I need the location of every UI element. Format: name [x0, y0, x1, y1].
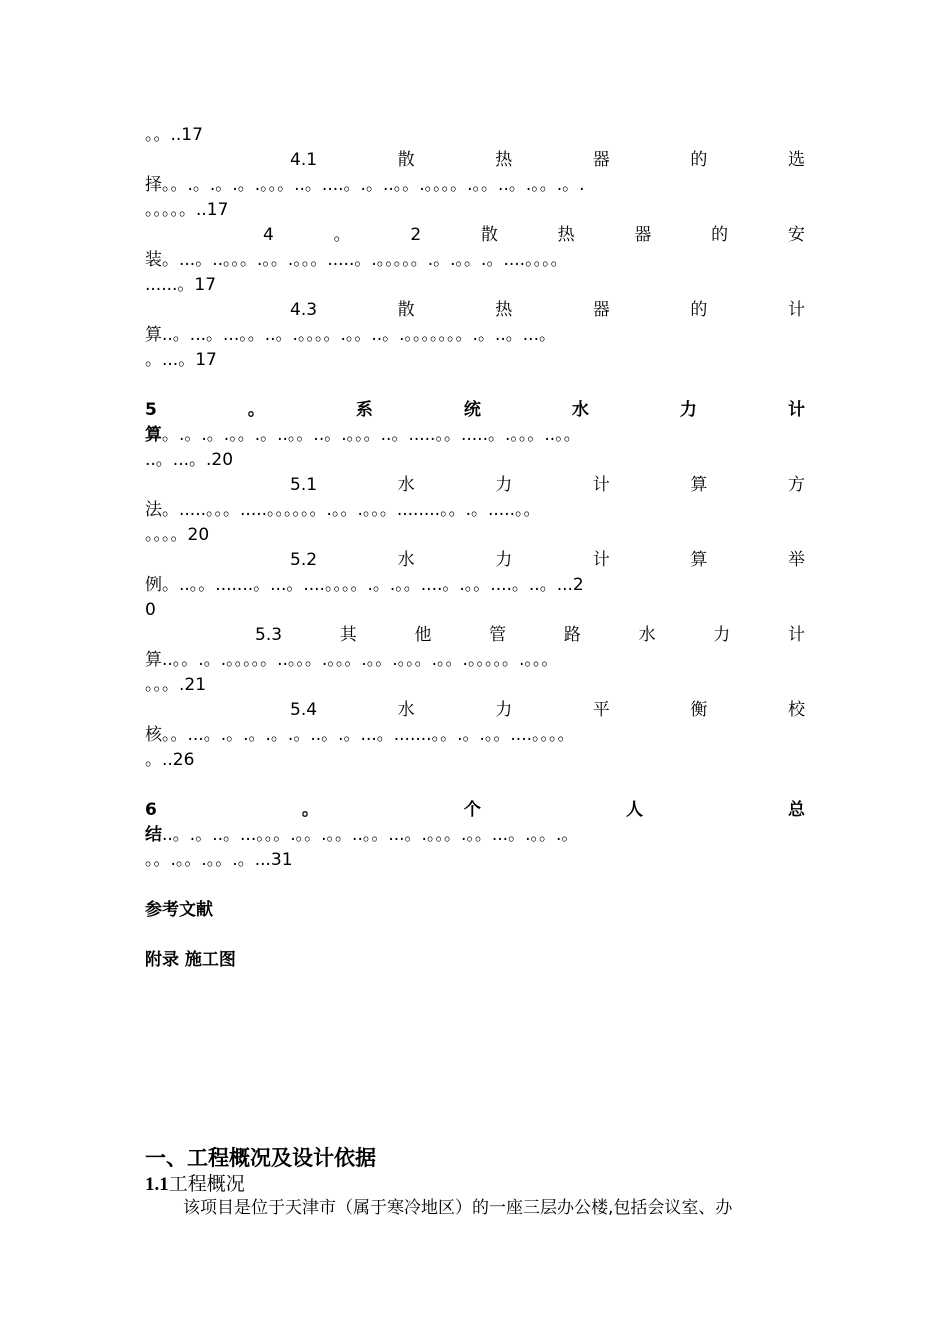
toc-token: 的 [690, 300, 708, 320]
toc-entry-leader: 算..。...。...。。..。.。。。。.。。..。.。。。。。。。.。..。...。 [145, 325, 556, 345]
toc-token: 计 [787, 300, 805, 320]
toc-token: 计 [592, 475, 610, 495]
toc-token: 结 [145, 825, 162, 845]
toc-token: 计 [787, 400, 805, 420]
toc-entry-leader: 。。。。20 [145, 525, 210, 545]
toc-token: 6 [145, 800, 157, 820]
toc-token: 其 [339, 625, 357, 645]
toc-token: 。 [301, 800, 319, 820]
toc-token: 平 [592, 700, 610, 720]
toc-token: 4 [263, 225, 274, 245]
toc-token: 统 [463, 400, 481, 420]
toc-entry-title [145, 398, 805, 423]
section-heading: 一、工程概况及设计依据 [145, 1146, 376, 1170]
toc-entry-leader: 法。.....。。。.....。。。。。。.。。.。。。........。。.。.....。。 [145, 500, 541, 520]
toc-entry-leader: ......。17 [145, 275, 217, 295]
toc-token: 4.1 [290, 150, 318, 170]
toc-entry-title [145, 223, 805, 248]
toc-token: 计 [787, 625, 805, 645]
toc-token: 4.3 [290, 300, 318, 320]
toc-entry-title [145, 148, 805, 173]
toc-token: 器 [592, 150, 610, 170]
toc-leader-dots: ..。.。..。...。。。.。。.。。..。。...。.。。。.。。...。.。。.。 [162, 825, 579, 845]
toc-token: 人 [625, 800, 643, 820]
toc-token: 选 [787, 150, 805, 170]
toc-token: 的 [711, 225, 729, 245]
toc-entry-leader: ..。...。.20 [145, 450, 234, 470]
toc-token: 计 [592, 550, 610, 570]
toc-token: 力 [495, 700, 513, 720]
toc-token: 算 [690, 550, 708, 570]
toc-token: 散 [480, 225, 498, 245]
toc-token: 散 [397, 300, 415, 320]
toc-token: 。 [333, 225, 351, 245]
toc-token: 。 [247, 400, 265, 420]
subsection-title: 工程概况 [168, 1173, 245, 1195]
toc-token: 路 [563, 625, 581, 645]
toc-token: 力 [495, 550, 513, 570]
toc-entry-title [145, 548, 805, 573]
toc-token: 衡 [690, 700, 708, 720]
toc-entry-title [145, 798, 805, 823]
toc-token: 力 [495, 475, 513, 495]
toc-entry-leader [145, 423, 805, 448]
toc-token: 的 [690, 150, 708, 170]
toc-token: 水 [571, 400, 589, 420]
toc-entry-leader: 例。..。。.......。...。....。。。。.。.。。....。.。。....。..。...2 [145, 575, 584, 595]
toc-token: 个 [463, 800, 481, 820]
toc-token: 散 [397, 150, 415, 170]
toc-token: 5.4 [290, 700, 318, 720]
toc-token: 算 [145, 425, 162, 445]
toc-entry-leader: 。。.。。.。。.。...31 [145, 850, 293, 870]
toc-entry-leader: 算..。。.。.。。。。。..。。。.。。。.。。.。。。.。。.。。。。。.。。。 [145, 650, 559, 670]
toc-token: 器 [634, 225, 652, 245]
toc-entry-leader: 。..26 [145, 750, 195, 770]
toc-token: 水 [397, 700, 415, 720]
toc-token: 力 [679, 400, 697, 420]
toc-entry-leader: 。...。17 [145, 350, 217, 370]
toc-token: 总 [787, 800, 805, 820]
toc-entry-leader: 装。...。..。。。.。。.。。。.....。.。。。。。.。.。。.。....。。。。 [145, 250, 568, 270]
toc-token: 5 [145, 400, 157, 420]
toc-token: 系 [355, 400, 373, 420]
toc-token: 举 [787, 550, 805, 570]
toc-token: 安 [787, 225, 805, 245]
toc-token: 力 [713, 625, 731, 645]
toc-entry-leader: 。。..17 [145, 125, 203, 145]
toc-token: 5.2 [290, 550, 318, 570]
toc-entry-leader: 核。。...。.。.。.。.。..。.。...。.......。。.。.。。....。。。。 [145, 725, 575, 745]
toc-entry-title [145, 623, 805, 648]
toc-entry-appendix: 附录 施工图 [145, 950, 236, 970]
toc-token: 热 [495, 150, 513, 170]
toc-entry-leader: 。。。。。..17 [145, 200, 229, 220]
toc-entry-leader: 择。。.。.。.。.。。。..。....。.。..。。.。。。。.。。..。.。。.。. [145, 175, 585, 195]
toc-token: 水 [397, 475, 415, 495]
toc-token: 5.3 [255, 625, 283, 645]
toc-token: 算 [690, 475, 708, 495]
toc-token: 2 [410, 225, 422, 245]
toc-entry-title [145, 298, 805, 323]
toc-entry-references: 参考文献 [145, 900, 213, 920]
toc-token: 5.1 [290, 475, 318, 495]
toc-token: 热 [557, 225, 575, 245]
toc-token: 校 [787, 700, 805, 720]
toc-token: 热 [495, 300, 513, 320]
toc-entry-leader: 0 [145, 600, 156, 620]
toc-token: 器 [592, 300, 610, 320]
toc-entry-title [145, 698, 805, 723]
toc-token: 方 [787, 475, 805, 495]
toc-token: 水 [397, 550, 415, 570]
toc-entry-leader: 。。。.21 [145, 675, 207, 695]
subsection-heading [145, 1171, 245, 1198]
subsection-number: 1.1 [145, 1174, 169, 1195]
body-paragraph: 该项目是位于天津市（属于寒冷地区）的一座三层办公楼,包括会议室、办 [183, 1198, 733, 1218]
toc-entry-title [145, 473, 805, 498]
toc-leader-dots: 。.。.。.。。.。..。。..。.。。。..。.....。。.....。.。。。..。。 [162, 425, 581, 445]
toc-token: 管 [489, 625, 507, 645]
toc-token: 他 [414, 625, 432, 645]
toc-token: 水 [638, 625, 656, 645]
toc-entry-leader [145, 823, 805, 848]
